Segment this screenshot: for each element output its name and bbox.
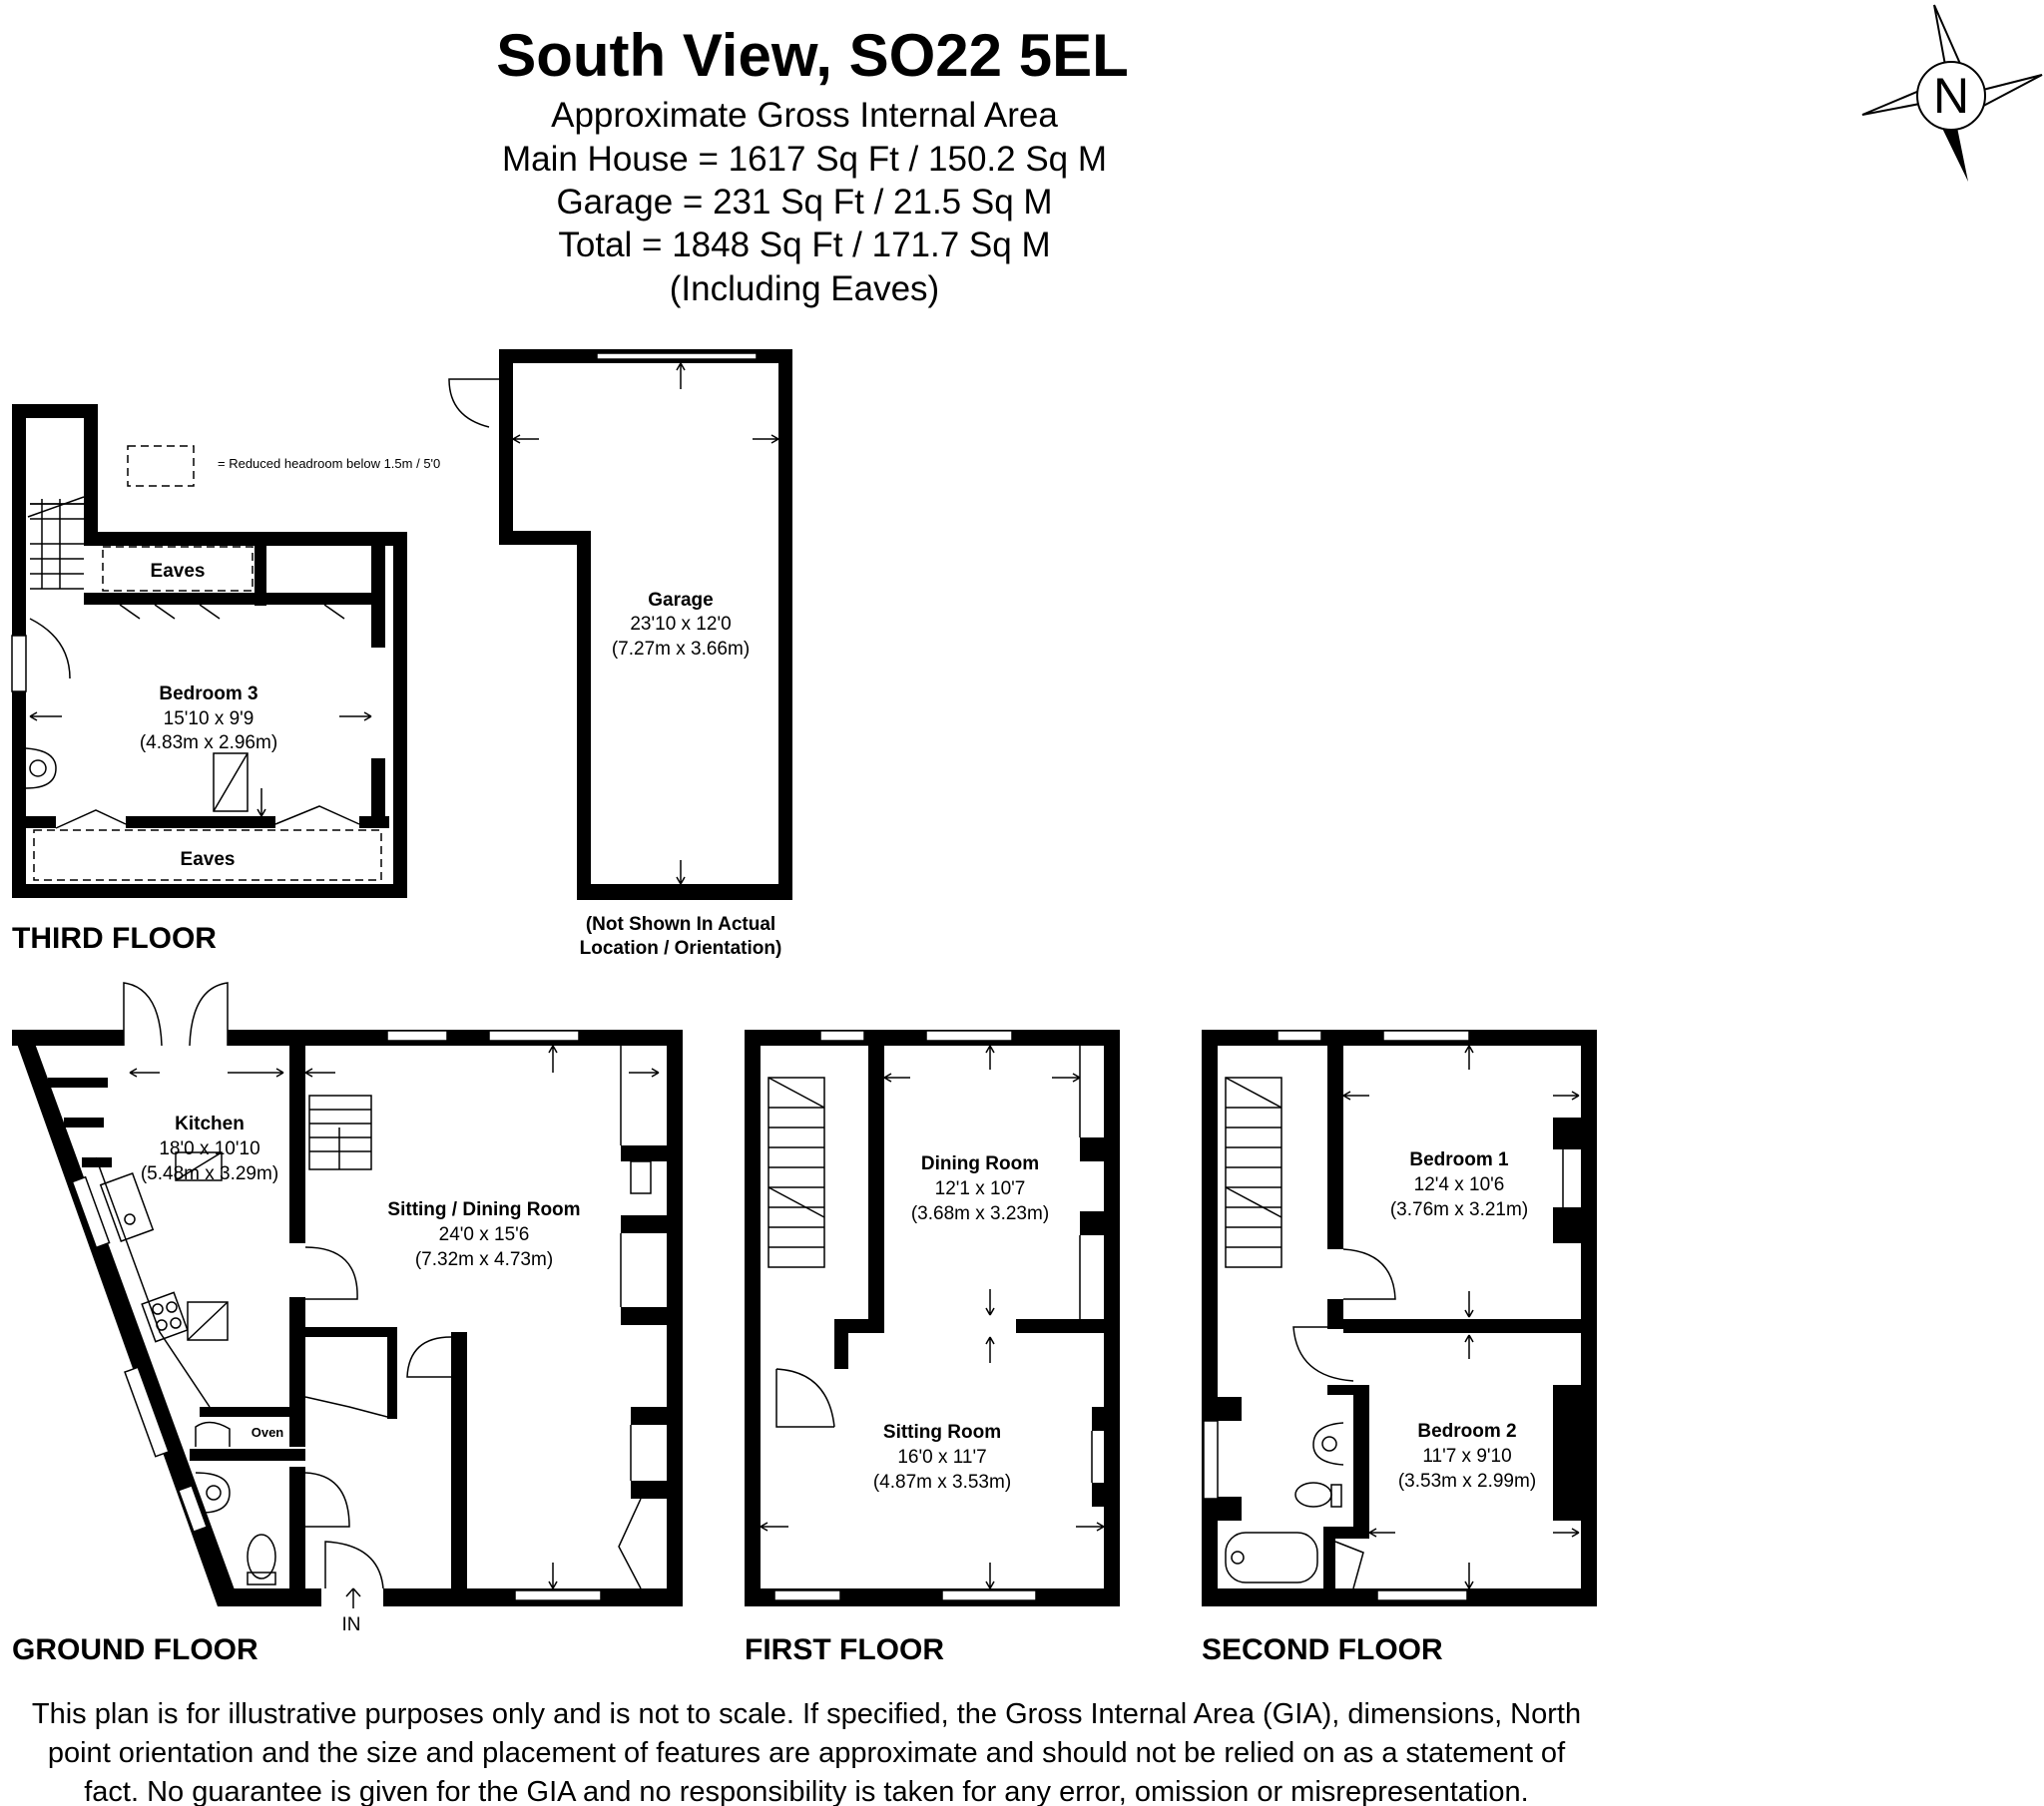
bedroom2-metric: (3.53m x 2.99m): [1397, 1471, 1537, 1492]
bedroom1-imperial: 12'4 x 10'6: [1413, 1174, 1505, 1195]
eaves-top-label: Eaves: [150, 561, 206, 582]
disclaimer-line3: fact. No guarantee is given for the GIA and no responsibility is taken for any error, omission or misrepresentation.: [84, 1776, 1529, 1806]
window: [926, 1031, 1012, 1041]
window: [1377, 1590, 1467, 1600]
first-floor-label: FIRST FLOOR: [745, 1633, 944, 1666]
hob-icon: [142, 1292, 188, 1341]
window: [515, 1590, 601, 1600]
bedroom3-metric: (4.83m x 2.96m): [139, 732, 278, 753]
first-floor-plan: [745, 1030, 1120, 1606]
staircase-icon: [768, 1078, 824, 1267]
sitting-room-imperial: 16'0 x 11'7: [897, 1447, 987, 1468]
garage-name: Garage: [648, 590, 714, 611]
header: [496, 22, 1129, 308]
area-main-house: Main House = 1617 Sq Ft / 150.2 Sq M: [501, 140, 1108, 179]
legend: [128, 446, 440, 486]
bedroom1-name: Bedroom 1: [1409, 1149, 1509, 1170]
area-garage: Garage = 231 Sq Ft / 21.5 Sq M: [556, 183, 1053, 222]
disclaimer-line2: point orientation and the size and placement of features are approximate and should not be relied on as a statement of: [47, 1737, 1566, 1769]
kitchen-name: Kitchen: [175, 1114, 245, 1134]
dining-room-name: Dining Room: [920, 1153, 1040, 1174]
garage-imperial: 23'10 x 12'0: [630, 614, 732, 635]
disclaimer-line1: This plan is for illustrative purposes only and is not to scale. If specified, the Gross Internal Area (GIA), dimensions, North: [31, 1698, 1582, 1730]
page-title: South View, SO22 5EL: [496, 22, 1129, 89]
third-floor-label: THIRD FLOOR: [12, 922, 217, 955]
area-total: Total = 1848 Sq Ft / 171.7 Sq M: [558, 226, 1051, 264]
staircase-icon: [1226, 1078, 1281, 1267]
area-note: (Including Eaves): [669, 269, 940, 308]
window: [12, 636, 26, 691]
garage-note-line2: Location / Orientation): [579, 938, 782, 959]
toilet-icon: [248, 1535, 275, 1584]
window: [774, 1590, 840, 1600]
basin-icon: [1313, 1423, 1343, 1465]
eaves-bottom-label: Eaves: [180, 849, 236, 870]
window: [1278, 1031, 1321, 1041]
window: [942, 1590, 1036, 1600]
staircase-icon: [309, 1096, 371, 1169]
window: [387, 1031, 447, 1041]
second-floor-label: SECOND FLOOR: [1202, 1633, 1443, 1666]
garage-note-line1: (Not Shown In Actual: [585, 914, 776, 935]
sitting-room-name: Sitting Room: [882, 1422, 1002, 1443]
basin-icon: [26, 748, 56, 788]
entrance-label: IN: [341, 1614, 361, 1635]
garage-plan: [449, 349, 792, 959]
bath-icon: [1226, 1533, 1317, 1582]
ground-floor-plan: [12, 983, 683, 1635]
bedroom2-imperial: 11'7 x 9'10: [1422, 1446, 1512, 1467]
dining-room-metric: (3.68m x 3.23m): [910, 1203, 1050, 1224]
kitchen-metric: (5.48m x 3.29m): [140, 1163, 279, 1184]
bedroom3-imperial: 15'10 x 9'9: [163, 708, 255, 729]
compass-label: N: [1932, 68, 1970, 124]
legend-text: = Reduced headroom below 1.5m / 5'0: [218, 456, 441, 471]
sitting-dining-name: Sitting / Dining Room: [387, 1199, 581, 1220]
sitting-dining-metric: (7.32m x 4.73m): [414, 1249, 554, 1270]
garage-door: [597, 353, 757, 359]
second-floor-plan: [1202, 1030, 1597, 1606]
area-caption: Approximate Gross Internal Area: [551, 96, 1058, 135]
toilet-icon: [1295, 1483, 1341, 1507]
third-floor-plan: [12, 404, 407, 898]
legend-swatch: [128, 446, 194, 486]
dining-room-imperial: 12'1 x 10'7: [934, 1178, 1026, 1199]
ground-floor-label: GROUND FLOOR: [12, 1633, 258, 1666]
sitting-dining-imperial: 24'0 x 15'6: [438, 1224, 530, 1245]
window: [1204, 1421, 1218, 1499]
oven-label: Oven: [251, 1425, 284, 1440]
sitting-room-metric: (4.87m x 3.53m): [872, 1472, 1012, 1493]
kitchen-imperial: 18'0 x 10'10: [159, 1138, 260, 1159]
bedroom2-name: Bedroom 2: [1417, 1421, 1517, 1442]
compass-icon: [1862, 5, 2042, 182]
window: [1383, 1031, 1469, 1041]
staircase-icon: [28, 497, 84, 589]
window: [489, 1031, 579, 1041]
disclaimer: [32, 1698, 1581, 1806]
window: [820, 1031, 864, 1041]
garage-metric: (7.27m x 3.66m): [611, 639, 751, 660]
bedroom1-metric: (3.76m x 3.21m): [1389, 1199, 1529, 1220]
bedroom3-name: Bedroom 3: [159, 683, 258, 704]
